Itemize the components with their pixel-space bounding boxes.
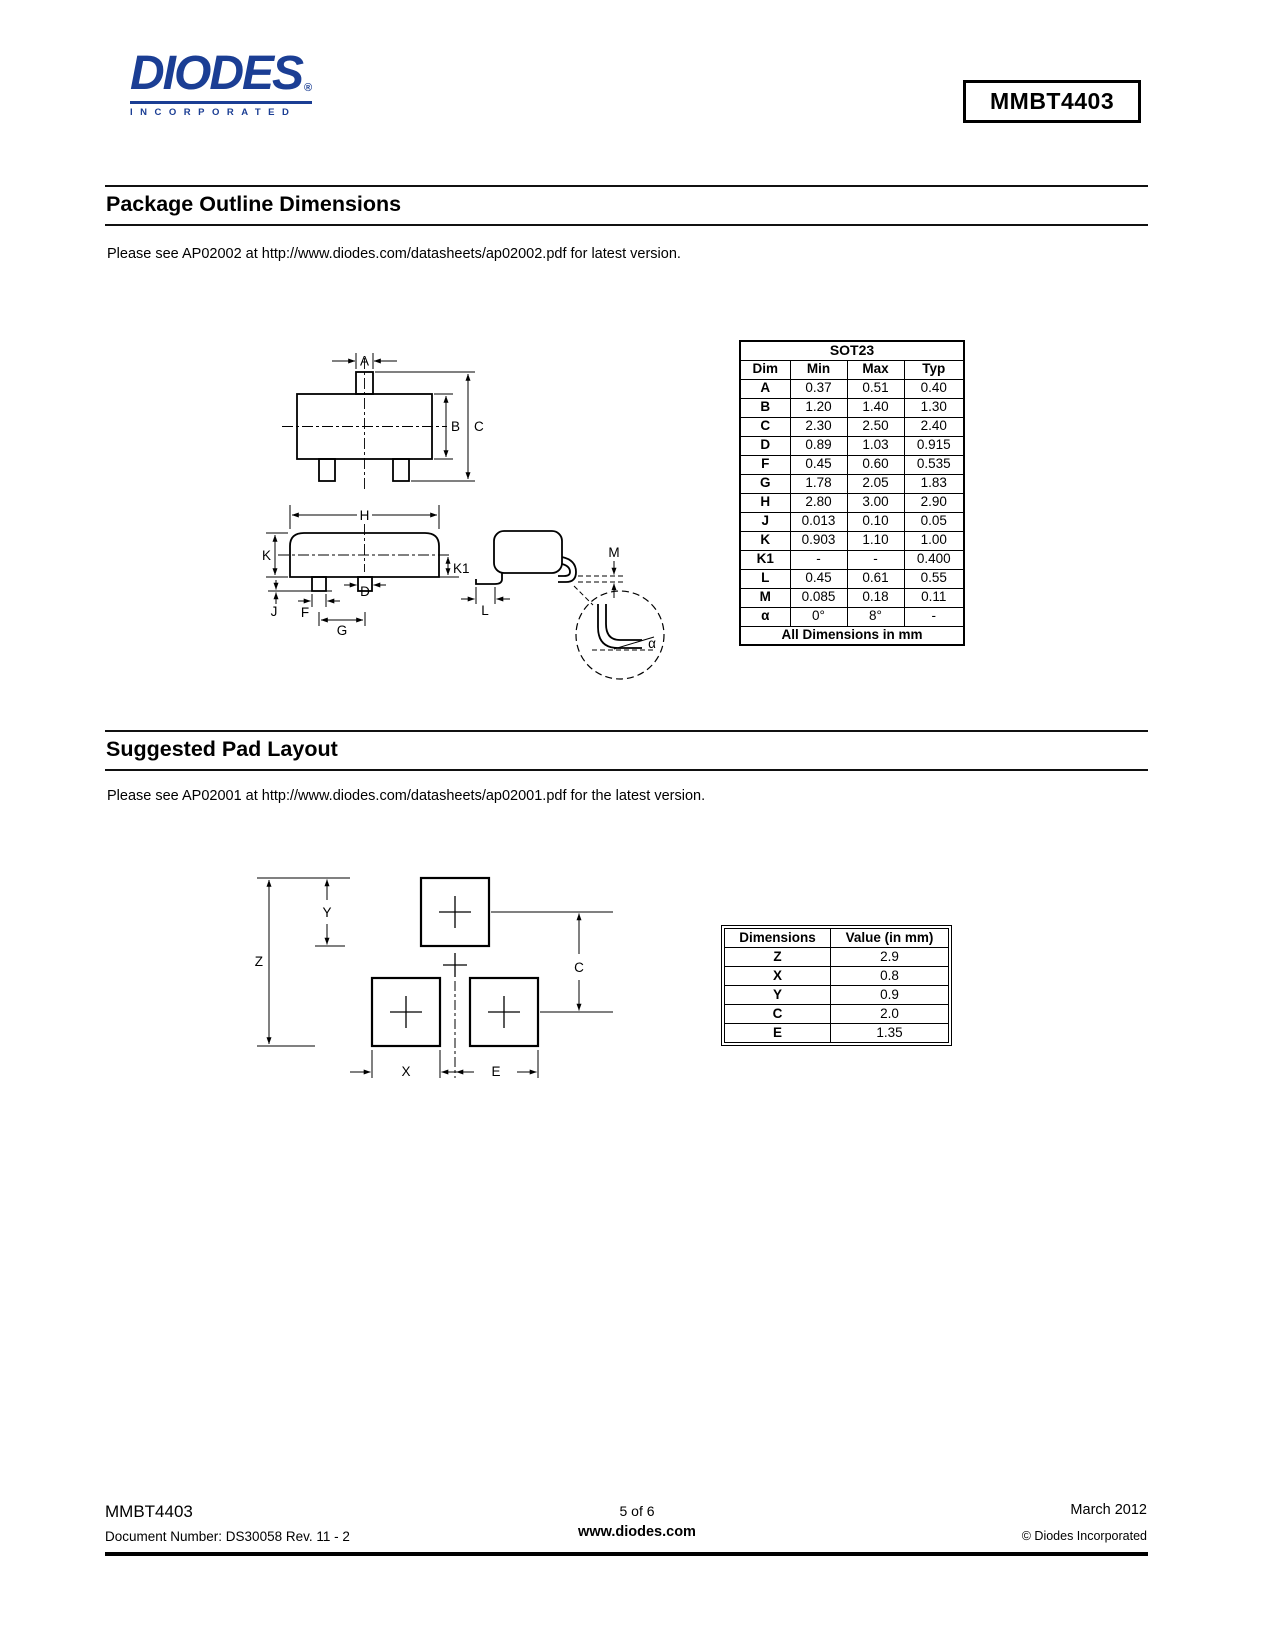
footer-part-number: MMBT4403	[105, 1502, 193, 1521]
footer-document-number: Document Number: DS30058 Rev. 11 - 2	[105, 1529, 350, 1544]
table-cell: L	[740, 569, 790, 588]
table-cell: 0.915	[904, 436, 964, 455]
table-cell: 2.9	[831, 948, 949, 967]
table-cell: A	[740, 379, 790, 398]
col-header-dimensions: Dimensions	[725, 929, 831, 948]
dimension-lines	[266, 353, 664, 679]
sot23-title-row	[740, 341, 964, 360]
dim-label-F: F	[300, 605, 310, 620]
table-cell: 0.535	[904, 455, 964, 474]
pad-layout-drawing	[245, 862, 645, 1097]
table-cell: E	[725, 1024, 831, 1043]
pad-table-header-row	[725, 929, 949, 948]
sot23-table-title: SOT23	[740, 341, 964, 360]
table-cell: B	[740, 398, 790, 417]
table-cell: D	[740, 436, 790, 455]
section-title-package-outline: Package Outline Dimensions	[106, 192, 402, 216]
sot23-dimensions-table	[739, 340, 965, 646]
bottom-rule	[105, 1552, 1148, 1556]
diodes-logo	[130, 47, 313, 118]
table-cell: J	[740, 512, 790, 531]
table-cell: Z	[725, 948, 831, 967]
package-outline-drawing	[262, 332, 692, 692]
table-cell: 0.903	[790, 531, 847, 550]
table-cell: 1.30	[904, 398, 964, 417]
dim-label-B: B	[451, 419, 461, 434]
col-header-min: Min	[790, 360, 847, 379]
table-cell: 0.51	[847, 379, 904, 398]
part-number-box: MMBT4403	[963, 80, 1141, 123]
table-row	[740, 436, 964, 455]
sot23-table-footer: All Dimensions in mm	[740, 626, 964, 645]
pad-layout-table	[724, 928, 949, 1043]
sot23-table-body	[740, 379, 964, 626]
col-header-max: Max	[847, 360, 904, 379]
table-cell: 2.80	[790, 493, 847, 512]
dim-label-C: C	[474, 419, 484, 434]
table-row	[740, 474, 964, 493]
table-cell: C	[740, 417, 790, 436]
table-cell: -	[904, 607, 964, 626]
table-row	[740, 531, 964, 550]
table-cell: F	[740, 455, 790, 474]
dim-label-Y: Y	[322, 905, 332, 920]
dim-label-X: X	[401, 1064, 411, 1079]
table-cell: 0.05	[904, 512, 964, 531]
table-cell: 2.0	[831, 1005, 949, 1024]
table-cell: 1.20	[790, 398, 847, 417]
table-cell: Y	[725, 986, 831, 1005]
col-header-value: Value (in mm)	[831, 929, 949, 948]
dim-label-G: G	[336, 623, 348, 638]
footer-website: www.diodes.com	[578, 1524, 696, 1540]
dim-label-K: K	[262, 548, 271, 563]
table-cell: 0.10	[847, 512, 904, 531]
table-cell: 0.40	[904, 379, 964, 398]
pad-layout-note: Please see AP02001 at http://www.diodes.com/datasheets/ap02001.pdf for the latest version.	[107, 788, 706, 804]
logo-incorporated-text: INCORPORATED	[130, 101, 312, 118]
dim-label-A: A	[359, 353, 370, 369]
table-cell: 1.35	[831, 1024, 949, 1043]
section-heading-package-outline	[105, 185, 1148, 226]
dim-label-Z: Z	[254, 954, 263, 969]
table-cell: 1.78	[790, 474, 847, 493]
table-cell: 0.37	[790, 379, 847, 398]
table-cell: 2.30	[790, 417, 847, 436]
logo-text: DIODES	[130, 47, 303, 100]
table-row	[740, 607, 964, 626]
table-cell: M	[740, 588, 790, 607]
dimension-labels	[262, 354, 656, 652]
table-row	[725, 1005, 949, 1024]
table-cell: 1.00	[904, 531, 964, 550]
table-row	[740, 588, 964, 607]
col-header-dim: Dim	[740, 360, 790, 379]
table-cell: C	[725, 1005, 831, 1024]
col-header-typ: Typ	[904, 360, 964, 379]
table-row	[740, 493, 964, 512]
table-cell: 0.9	[831, 986, 949, 1005]
dim-label-D: D	[360, 584, 370, 599]
table-cell: 0.89	[790, 436, 847, 455]
pad-table-body	[725, 948, 949, 1043]
table-cell: 0.11	[904, 588, 964, 607]
table-cell: 0.60	[847, 455, 904, 474]
dim-label-L: L	[481, 603, 489, 618]
table-cell: 0.085	[790, 588, 847, 607]
pad-dimension-labels	[255, 905, 584, 1079]
table-cell: X	[725, 967, 831, 986]
table-row	[740, 398, 964, 417]
package-outline-note: Please see AP02002 at http://www.diodes.com/datasheets/ap02002.pdf for latest version.	[107, 246, 681, 262]
table-row	[740, 455, 964, 474]
table-cell: 1.40	[847, 398, 904, 417]
table-cell: 8°	[847, 607, 904, 626]
section-title-pad-layout: Suggested Pad Layout	[106, 737, 338, 761]
dim-label-C2: C	[574, 960, 584, 975]
table-cell: 2.50	[847, 417, 904, 436]
table-row	[740, 550, 964, 569]
dim-label-alpha: α	[648, 636, 656, 651]
sot23-header-row	[740, 360, 964, 379]
table-cell: 0.400	[904, 550, 964, 569]
center-lines	[278, 358, 451, 572]
table-cell: 0.013	[790, 512, 847, 531]
table-cell: -	[847, 550, 904, 569]
table-row	[740, 512, 964, 531]
table-cell: 2.90	[904, 493, 964, 512]
table-cell: 2.05	[847, 474, 904, 493]
table-row	[725, 1024, 949, 1043]
table-cell: G	[740, 474, 790, 493]
table-row	[740, 417, 964, 436]
table-cell: H	[740, 493, 790, 512]
footer-page-indicator: 5 of 6	[619, 1503, 655, 1519]
section-heading-pad-layout	[105, 730, 1148, 771]
dim-label-J: J	[270, 604, 278, 619]
table-row	[725, 948, 949, 967]
table-cell: 3.00	[847, 493, 904, 512]
table-cell: 0.55	[904, 569, 964, 588]
table-cell: 0.45	[790, 455, 847, 474]
table-row	[740, 379, 964, 398]
table-row	[740, 569, 964, 588]
dim-label-H: H	[359, 508, 370, 523]
table-cell: K	[740, 531, 790, 550]
table-cell: α	[740, 607, 790, 626]
table-cell: 0.61	[847, 569, 904, 588]
table-cell: 1.83	[904, 474, 964, 493]
logo-wordmark	[130, 47, 313, 100]
table-row	[725, 986, 949, 1005]
dim-label-K1: K1	[453, 561, 470, 576]
sot23-footer-row	[740, 626, 964, 645]
dim-label-E: E	[491, 1064, 501, 1079]
table-cell: 0.18	[847, 588, 904, 607]
table-row	[725, 967, 949, 986]
table-cell: 0.45	[790, 569, 847, 588]
registered-trademark-icon: ®	[304, 82, 313, 94]
table-cell: K1	[740, 550, 790, 569]
table-cell: -	[790, 550, 847, 569]
package-outline-shapes	[290, 372, 642, 648]
table-cell: 1.03	[847, 436, 904, 455]
table-cell: 2.40	[904, 417, 964, 436]
table-cell: 0°	[790, 607, 847, 626]
footer-date: March 2012	[1070, 1502, 1147, 1518]
dim-label-M: M	[608, 545, 620, 560]
footer-copyright: © Diodes Incorporated	[1021, 1529, 1147, 1543]
table-cell: 0.8	[831, 967, 949, 986]
table-cell: 1.10	[847, 531, 904, 550]
